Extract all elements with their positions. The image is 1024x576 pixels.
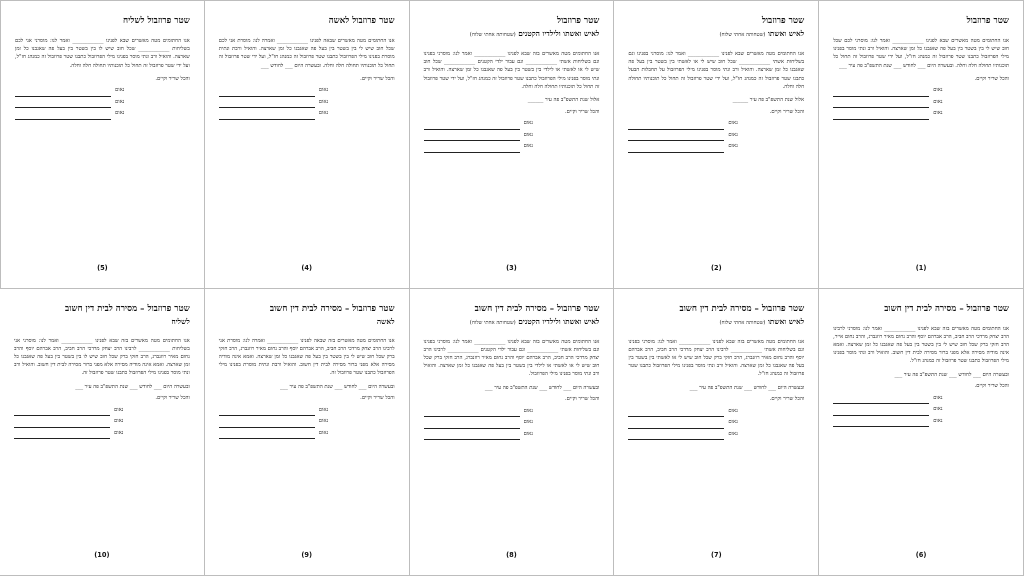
document-text: אנו החתומים מטה מאשרים בזה שבאה לפנינו ____________ ואמרה לנו: מוסרת אני לרבינו הרב יצחק מרדכי הרב חביב, הרב אברהם יוסף והרב נחום מאיר רוזנברג, הרב חזקי ברק שכל חוב שיש לי בין בשטר בין בעל פה שאגבנו כל זמן שארצה. ואמא אינה מודיה מסירה אלא מפני ברור מסירה לבית דין חשוב. והואיל ורבת ונתית מוסרת בפנינו מילי הפרוזבול כתבנו שטר פרוזבול זה. <box>218 337 395 377</box>
date-line: ובעשרה היום ___ לחודש ___ שנת התשפ"ב פה עיר ___ <box>75 383 190 390</box>
witness-label: נאום <box>933 98 943 105</box>
witness-line[interactable] <box>833 85 1009 97</box>
page-number: (7) <box>710 551 722 559</box>
document-text: אנו החתומים מטה מאשרים שבאה לפנינו ____________ ואמרה לנו: מוסרת אני לכם שכל חוב שיש לי בין בשטר בין בעל פה שאגבנו כל זמן שארצה. והואיל ורבת ונתית מוסרת בפנינו מילי הפרוזבול כתבנו שטר פרוזבול זה כמנהג חז"ל, ועל ידי שטר פרוזבול זה תחול כל תוכנותיו תחולה חלה וחלה. ובעשרה היום ___ לחודש ___ <box>218 38 395 69</box>
document-text: אנו החתומים מטה מאשרים שבא לפנינו ____________ ואמר לנו: מוסרני לכם שכל חוב שיש לי בין בשטר בין בעל פה שאגבנו כל זמן שארצה. והואיל ורב ונתי מוסר בפנינו מילי הפרוזבול כתבנו שטר פרוזבול זה כמנהג חז"ל, ועל ידי שטר פרוזבול זה תחול כל תוכנותיו תחולה חלה וחלה. ובעשרה היום ___ לחודש ___ שנת התשפ"ב פה עיר ___ <box>833 38 1009 69</box>
witness-line[interactable] <box>424 130 600 142</box>
witness-block <box>424 383 600 441</box>
witness-line[interactable] <box>628 141 804 153</box>
page-subtitle <box>628 29 804 40</box>
witness-label: נאום <box>115 98 125 105</box>
signature-underline <box>219 409 315 416</box>
witness-label: נאום <box>115 87 125 94</box>
signature-underline <box>14 409 110 416</box>
witness-label: נאום <box>728 143 738 150</box>
witness-label: נאום <box>318 98 329 105</box>
signed-line: והכל שריר וקיים. <box>155 395 190 402</box>
witness-label: נאום <box>114 418 124 425</box>
subtitle-text: לאיש ואשתו ולילדיו הקטנים <box>518 316 600 326</box>
witness-label: נאום <box>728 407 738 414</box>
document-page-1[interactable] <box>819 1 1024 289</box>
witness-line[interactable] <box>219 85 395 97</box>
witness-label: נאום <box>933 417 943 424</box>
signature-underline <box>833 397 929 404</box>
witness-line[interactable] <box>219 108 395 120</box>
signature-underline <box>628 123 724 130</box>
signed-line: והכל שריר וקיים. <box>974 383 1009 390</box>
signature-underline <box>219 421 315 428</box>
document-text: אנו החתומים מטה מאשרים בזה שבא לפנינו ____________ ואמר לנו: מוסרני בפנינו וגם בשליחות אשתי ____________ וגם עבור ילדי הקטנים ____________ שכל חוב שיש לי או לאשתי או לילדי בין בשטר בין בעל פה שאגבנו כל זמן שארצה. והואיל ורב ונתי מוסר בפנינו מילי הפרוזבול כתבנו שטר פרוזבול זה כמנהג חז"ל, ועל ידי שטר פרוזבול זה תחול כל תוכנותיו תחולה חלה וחלה. <box>423 51 600 90</box>
document-text: אנו החתומים מטה מאשרים בזה שבא לפנינו ____________ ואמר לנו: מוסרני לרבינו הרב יצחק מרדכי הרב חביב, הרב אברהם יוסף והרב נחום מאיר רוזנברג, והרב נחום אייר, הרב חזקי ברק שכל חוב שיש לי בין בשטר בין בעל פה שאגבנו כל זמן שארצה. ואמא אינה מודיה מסירה אלא מפני ברור מסירה לבית דין חשוב. והואיל ורב ונתי מוסר בפנינו מילי הפרוזבול כתבנו שטר פרוזבול זה כמנהג חז"ל. <box>833 325 1009 365</box>
witness-label: נאום <box>728 419 738 426</box>
subtitle-note: (שטחותה אחתי שלוח) <box>469 319 516 326</box>
date-line: אלול שנת התשפ"ב פה עיר ______ <box>527 97 600 104</box>
witness-block <box>628 95 804 153</box>
witness-block <box>833 74 1009 120</box>
witness-block <box>219 382 395 440</box>
document-page-5[interactable] <box>0 1 205 289</box>
signature-underline <box>219 101 315 108</box>
date-line: ובעשרה היום ___ לחודש ___ שנת התשפ"ב פה עיר ___ <box>689 384 805 391</box>
page-number: (9) <box>301 551 312 559</box>
witness-line[interactable] <box>833 108 1009 120</box>
witness-label: נאום <box>523 407 533 414</box>
document-page-6[interactable] <box>819 289 1024 576</box>
signature-underline <box>15 90 111 97</box>
witness-label: נאום <box>114 429 124 436</box>
witness-label: נאום <box>933 406 943 413</box>
witness-line[interactable] <box>833 404 1009 416</box>
signature-underline <box>219 90 315 97</box>
signed-line: והכל שריר וקיים. <box>564 108 600 115</box>
document-page-10[interactable] <box>0 289 205 576</box>
page-number: (6) <box>915 551 927 559</box>
witness-line[interactable] <box>628 429 804 441</box>
date-line: ובעשרה היום ___ לחודש ___ שנת התשפ"ב פה עיר ___ <box>280 383 395 390</box>
signature-underline <box>833 409 929 416</box>
witness-label: נאום <box>933 394 943 401</box>
document-text: אנו החתומים מטה מאשרים שבא לפנינו ____________ ואמר לנו: מוסרני אני לכם בשליחות ____________ שכל חוב שיש לו בין בשטר בין בעל פה שאגבנו כל זמן שארצה. והואיל ורב ונתי מוסר בפנינו מילי הפרוזבול כתבנו שטר פרוזבול זה כמנהג חז"ל, ועל ידי שטר פרוזבול זה תחול כל תוכנותיו תחולה חלה וחלה. <box>15 38 190 69</box>
signed-line: והכל שריר וקיים. <box>360 395 395 402</box>
document-page-3[interactable] <box>410 1 615 289</box>
witness-line[interactable] <box>219 416 395 428</box>
page-subtitle <box>424 29 600 40</box>
witness-label: נאום <box>318 110 329 117</box>
witness-line[interactable] <box>15 108 190 120</box>
page-title: שטר פרוזבול – מסירה לבית דין חשוב <box>269 303 395 314</box>
document-text: אנו החתומים מטה מאשרים שבא לפנינו ____________ ואמר לנו: מוסרני בפנינו וגם בשליחות אשתי ____________ שכל חוב שיש לי או לאשתי בין בשטר בין בעל פה שאגבנו כל זמן שארצה. והואיל ורב ונתי מוסר בפנינו מילי הפרוזבול על תחבלות הבעל כתבנו שטר פרוזבול זה כמנהג חז"ל, ועל ידי שטר פרוזבול זה תחול כל תוכנותיו תחולה חלה וחלה. <box>628 51 805 90</box>
signature-underline <box>833 101 929 108</box>
witness-label: נאום <box>523 419 533 426</box>
page-number: (1) <box>915 263 927 272</box>
witness-line[interactable] <box>628 406 804 418</box>
signature-underline <box>833 420 929 427</box>
signature-underline <box>424 410 520 417</box>
signature-underline <box>14 421 110 428</box>
signature-underline <box>424 422 520 429</box>
document-text: אנו החתומים מטה מאשרים בזה שבא לפנינו ____________ ואמר לנו: מוסרני אני בשליחות ____________ לרבינו הרב יצחק מרדכי הרב חביב, הרב אברהם יוסף והרב נחום מאיר רוזנברג, הרב חזקי ברק שכל חוב שיש לו בין בשטר בין בעל פה שאגבנו כל זמן שארצה. ואמא אינה מודיה מסירה אלא מפני ברור מסירה לבית דין חשוב. והואיל ורב ונתי מוסר בפנינו מילי הפרוזבול כתבנו שטר פרוזבול זה. <box>14 337 190 377</box>
page-title: שטר פרוזבול – מסירה לבית דין חשוב <box>474 303 600 314</box>
witness-line[interactable] <box>424 429 600 441</box>
document-text: אנו החתומים מטה מאשרים בזה שבא לפנינו ____________ ואמר לנו: מוסרני בפנינו וגם בשליחות אשתי ____________ וגם עבור ילדי הקטנים ____________ לרבינו הרב יצחק מרדכי הרב חביב, הרב אברהם יוסף והרב נחום מאיר רוזנברג, הרב חזקי ברק שכל חוב שיש לי או לאשתי או לילדי בין בשטר בין בעל פה שאגבנו כל זמן שארצה. והואיל ורב ונתי מוסר בפנינו מילי הפרוזבול. <box>423 338 600 378</box>
document-page-7[interactable] <box>614 289 819 576</box>
page-title: שטר פרוזבול – מסירה לבית דין חשוב <box>65 303 190 314</box>
signature-underline <box>219 113 315 120</box>
signature-underline <box>219 432 315 439</box>
signed-line: והכל שריר וקיים. <box>360 75 395 82</box>
witness-label: נאום <box>933 87 943 94</box>
page-title: שטר פרוזבול לאשה <box>328 16 395 26</box>
witness-label: נאום <box>318 87 329 94</box>
page-title: שטר פרוזבול <box>557 16 600 26</box>
witness-label: נאום <box>114 406 124 413</box>
signed-line: והכל שריר וקיים. <box>769 396 805 403</box>
witness-line[interactable] <box>14 405 190 417</box>
subtitle-note: (שטחותה אחתי שלוח) <box>469 32 516 38</box>
page-subtitle <box>219 317 395 327</box>
signature-underline <box>628 422 724 429</box>
page-number: (4) <box>301 263 312 272</box>
witness-line[interactable] <box>424 118 600 130</box>
witness-label: נאום <box>523 143 533 150</box>
witness-line[interactable] <box>14 416 190 428</box>
signature-underline <box>628 433 724 440</box>
page-subtitle <box>14 317 190 327</box>
signature-underline <box>15 113 111 120</box>
signature-underline <box>628 146 724 153</box>
witness-line[interactable] <box>833 393 1009 405</box>
document-page-9[interactable] <box>205 289 410 576</box>
page-number: (5) <box>97 263 108 272</box>
witness-line[interactable] <box>628 417 804 429</box>
page-title: שטר פרוזבול <box>966 16 1009 26</box>
witness-line[interactable] <box>833 416 1009 428</box>
witness-line[interactable] <box>424 417 600 429</box>
document-page-4[interactable] <box>205 1 410 289</box>
witness-line[interactable] <box>219 428 395 440</box>
witness-line[interactable] <box>424 141 600 153</box>
subtitle-note: (שטחותה אחתי שלוח) <box>719 319 766 326</box>
signature-underline <box>628 410 724 417</box>
subtitle-text: לאיש ואשתו <box>767 316 805 326</box>
witness-line[interactable] <box>14 428 190 440</box>
page-title: שטר פרוזבול – מסירה לבית דין חשוב <box>679 303 805 314</box>
signature-underline <box>14 432 110 439</box>
signature-underline <box>15 101 111 108</box>
page-title: שטר פרוזבול – מסירה לבית דין חשוב <box>884 303 1009 314</box>
signed-line: והכל שריר וקיים. <box>974 75 1009 82</box>
signed-line: והכל שריר וקיים. <box>564 396 600 403</box>
page-number: (10) <box>94 551 110 559</box>
subtitle-text: לאיש ואשתו ולילדיו הקטנים <box>518 29 600 38</box>
witness-label: נאום <box>523 430 533 437</box>
signature-underline <box>833 113 929 120</box>
subtitle-text: לאיש ואשתו <box>767 29 805 38</box>
page-number: (2) <box>710 263 722 272</box>
page-number: (3) <box>506 263 517 272</box>
subtitle-text: לשליח <box>171 316 190 326</box>
date-line: אלול שנת התשפ"ב פה עיר ______ <box>732 97 805 104</box>
witness-label: נאום <box>523 120 533 127</box>
signature-underline <box>833 90 929 97</box>
witness-block <box>424 95 600 153</box>
witness-block <box>219 74 395 120</box>
signature-underline <box>424 123 520 130</box>
document-text: אנו החתומים מטה מאשרים בזה שבא לפנינו ____________ ואמר לנו: מוסרני בפנינו וגם בשליחות אשתי ____________ לרבינו הרב יצחק מרדכי הרב חביב, הרב אברהם יוסף והרב נחום מאיר רוזנברג, הרב חזקי ברק שכל חוב שיש לי או לאשתי בין בשטר בין בעל פה שאגבנו כל זמן שארצה. והואיל ורב ונתי מוסר בפנינו מילי הפרוזבול כתבנו שטר פרוזבול זה כמנהג חז"ל. <box>628 338 805 378</box>
signature-underline <box>628 134 724 141</box>
page-subtitle <box>628 317 804 328</box>
document-page-8[interactable] <box>410 289 615 576</box>
witness-label: נאום <box>728 120 738 127</box>
signature-underline <box>424 433 520 440</box>
witness-block <box>833 370 1009 428</box>
page-subtitle <box>424 317 600 328</box>
witness-label: נאום <box>318 429 329 436</box>
signed-line: והכל שריר וקיים. <box>155 75 190 82</box>
witness-line[interactable] <box>15 97 190 109</box>
witness-label: נאום <box>728 131 738 138</box>
witness-label: נאום <box>318 418 329 425</box>
document-page-2[interactable] <box>614 1 819 289</box>
witness-block <box>628 383 804 441</box>
date-line: ובעשרה היום ___ לחודש ___ שנת התשפ"ב פה עיר ___ <box>484 384 600 391</box>
witness-label: נאום <box>115 110 125 117</box>
signature-underline <box>424 134 520 141</box>
subtitle-text: לאשה <box>376 316 395 326</box>
signature-underline <box>424 146 520 153</box>
witness-line[interactable] <box>628 118 804 130</box>
witness-label: נאום <box>933 110 943 117</box>
witness-line[interactable] <box>15 85 190 97</box>
witness-line[interactable] <box>424 406 600 418</box>
page-title: שטר פרוזבול לשליח <box>123 16 190 26</box>
date-line: ובעשרה היום ___ לחודש ___ שנת התשפ"ב פה עיר ___ <box>894 371 1009 378</box>
witness-block <box>15 74 190 120</box>
page-number: (8) <box>506 551 517 559</box>
page-title: שטר פרוזבול <box>761 16 805 26</box>
witness-block <box>14 382 190 440</box>
witness-label: נאום <box>318 406 329 413</box>
witness-label: נאום <box>728 430 738 437</box>
witness-line[interactable] <box>833 97 1009 109</box>
witness-line[interactable] <box>628 130 804 142</box>
signed-line: והכל שריר וקיים. <box>769 108 805 115</box>
witness-label: נאום <box>523 131 533 138</box>
witness-line[interactable] <box>219 97 395 109</box>
witness-line[interactable] <box>219 405 395 417</box>
subtitle-note: (שטחותה אחתי שלוח) <box>719 32 766 38</box>
